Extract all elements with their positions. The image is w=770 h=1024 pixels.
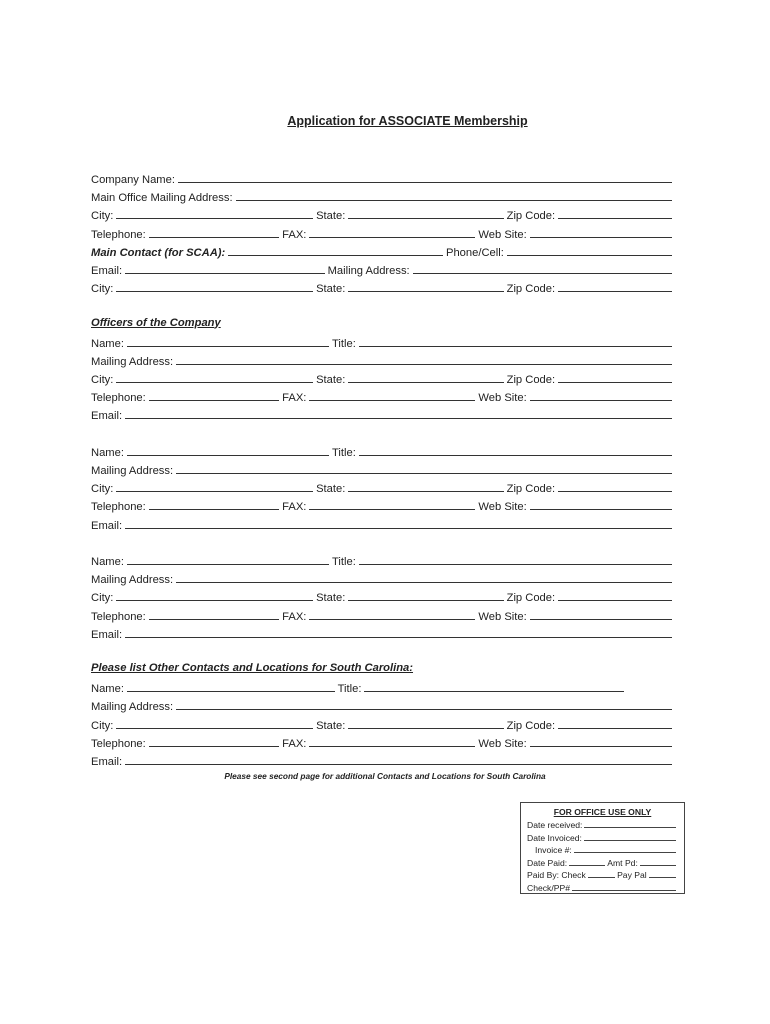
officer-name-row: [91, 335, 675, 353]
telephone-label: Telephone:: [91, 610, 146, 623]
invoice-label: Invoice #:: [535, 845, 572, 856]
paypal-label: Pay Pal: [617, 870, 647, 881]
zip-label: Zip Code:: [506, 719, 556, 732]
mailing-address-field[interactable]: [176, 698, 672, 710]
officer-email-row: [91, 407, 675, 425]
mailing-address-field[interactable]: [176, 353, 672, 365]
mailing-address-label: Mailing Address:: [91, 701, 174, 714]
website-field[interactable]: [530, 608, 672, 620]
other-name-row: [91, 680, 675, 698]
email-label: Email:: [91, 628, 123, 641]
website-field[interactable]: [530, 226, 672, 238]
officer-phone-row: [91, 608, 675, 626]
date-paid-row: [527, 857, 678, 870]
paid-by-check-field[interactable]: [588, 869, 615, 878]
email-field[interactable]: [125, 262, 324, 274]
zip-label: Zip Code:: [506, 592, 556, 605]
officer-name-row: [91, 553, 675, 571]
website-field[interactable]: [530, 389, 672, 401]
state-field[interactable]: [348, 480, 503, 492]
email-field[interactable]: [125, 626, 672, 638]
title-label: Title:: [332, 555, 356, 568]
title-label: Title:: [332, 337, 356, 350]
website-label: Web Site:: [478, 228, 527, 241]
telephone-field[interactable]: [149, 389, 279, 401]
city-field[interactable]: [116, 717, 313, 729]
city-field[interactable]: [116, 480, 313, 492]
other-email-row: [91, 753, 675, 771]
phone-cell-field[interactable]: [507, 244, 672, 256]
fax-label: FAX:: [282, 228, 307, 241]
city-label: City:: [91, 210, 114, 223]
fax-field[interactable]: [309, 735, 475, 747]
website-label: Web Site:: [478, 737, 527, 750]
phone-cell-label: Phone/Cell:: [445, 246, 504, 259]
website-label: Web Site:: [478, 610, 527, 623]
telephone-field[interactable]: [149, 735, 279, 747]
telephone-label: Telephone:: [91, 392, 146, 405]
city-label: City:: [91, 374, 114, 387]
zip-field[interactable]: [558, 717, 672, 729]
title-field[interactable]: [359, 444, 672, 456]
city-field[interactable]: [116, 207, 313, 219]
city-field[interactable]: [116, 589, 313, 601]
officer-email-row: [91, 626, 675, 644]
title-field[interactable]: [364, 680, 624, 692]
fax-label: FAX:: [282, 737, 307, 750]
city-label: City:: [91, 592, 114, 605]
date-invoiced-field[interactable]: [584, 832, 676, 841]
title-field[interactable]: [359, 553, 672, 565]
officers-heading-row: [91, 317, 675, 335]
email-field[interactable]: [125, 517, 672, 529]
state-label: State:: [316, 719, 346, 732]
city-field[interactable]: [116, 280, 313, 292]
website-field[interactable]: [530, 498, 672, 510]
city-label: City:: [91, 483, 114, 496]
main-office-row: [91, 189, 675, 207]
title-label: Title:: [337, 683, 362, 696]
invoice-field[interactable]: [574, 844, 676, 853]
zip-field[interactable]: [558, 480, 672, 492]
name-field[interactable]: [127, 335, 329, 347]
paid-by-check-label: Paid By: Check: [527, 870, 586, 881]
form-title: Application for ASSOCIATE Membership: [287, 114, 528, 128]
officer-mailing-row: [91, 353, 675, 371]
company-city-row: [91, 207, 675, 225]
mailing-address-field[interactable]: [413, 262, 672, 274]
website-label: Web Site:: [478, 392, 527, 405]
city-field[interactable]: [116, 371, 313, 383]
office-use-title: FOR OFFICE USE ONLY: [553, 807, 652, 817]
officers-heading: Officers of the Company: [91, 316, 221, 329]
application-form: [91, 171, 675, 771]
amt-pd-field[interactable]: [640, 857, 676, 866]
fax-field[interactable]: [309, 608, 475, 620]
officer-mailing-row: [91, 462, 675, 480]
officer-phone-row: [91, 498, 675, 516]
zip-label: Zip Code:: [506, 283, 556, 296]
main-office-label: Main Office Mailing Address:: [91, 192, 233, 205]
city-label: City:: [91, 283, 114, 296]
main-contact-label: Main Contact (for SCAA):: [91, 246, 226, 259]
telephone-field[interactable]: [149, 226, 279, 238]
other-contacts-heading: Please list Other Contacts and Locations for South Carolina:: [91, 662, 414, 675]
contact-city-row: [91, 280, 675, 298]
zip-field[interactable]: [558, 371, 672, 383]
name-field[interactable]: [127, 680, 335, 692]
zip-label: Zip Code:: [506, 374, 556, 387]
company-name-field[interactable]: [178, 171, 672, 183]
zip-field[interactable]: [558, 589, 672, 601]
telephone-label: Telephone:: [91, 737, 146, 750]
zip-label: Zip Code:: [506, 210, 556, 223]
telephone-field[interactable]: [149, 608, 279, 620]
email-field[interactable]: [125, 753, 672, 765]
date-paid-label: Date Paid:: [527, 857, 568, 868]
name-label: Name:: [91, 683, 124, 696]
email-label: Email:: [91, 756, 123, 768]
state-label: State:: [316, 210, 346, 223]
officer-city-row: [91, 371, 675, 389]
fax-label: FAX:: [282, 610, 307, 623]
name-field[interactable]: [127, 553, 329, 565]
contact-email-row: [91, 262, 675, 280]
zip-field[interactable]: [558, 207, 672, 219]
state-label: State:: [316, 283, 346, 296]
company-name-label: Company Name:: [91, 174, 175, 186]
state-label: State:: [316, 483, 346, 496]
telephone-field[interactable]: [149, 498, 279, 510]
email-label: Email:: [91, 264, 123, 277]
date-invoiced-label: Date Invoiced:: [527, 832, 582, 843]
email-label: Email:: [91, 410, 123, 423]
name-label: Name:: [91, 555, 124, 568]
state-field[interactable]: [348, 207, 503, 219]
officer-mailing-row: [91, 571, 675, 589]
website-field[interactable]: [530, 735, 672, 747]
mailing-address-label: Mailing Address:: [91, 355, 174, 368]
paid-by-row: [527, 869, 678, 882]
office-use-box: [520, 802, 685, 894]
additional-contacts-note: Please see second page for additional Contacts and Locations for South Carolina: [224, 771, 546, 781]
main-office-field[interactable]: [236, 189, 672, 201]
date-received-label: Date received:: [527, 820, 583, 830]
title-field[interactable]: [359, 335, 672, 347]
telephone-label: Telephone:: [91, 228, 146, 241]
fax-label: FAX:: [282, 392, 307, 405]
date-paid-field[interactable]: [569, 857, 605, 866]
zip-field[interactable]: [558, 280, 672, 292]
zip-label: Zip Code:: [506, 483, 556, 496]
date-received-row: [527, 819, 678, 832]
date-invoiced-row: [527, 832, 678, 845]
main-contact-row: [91, 244, 675, 262]
state-field[interactable]: [348, 717, 503, 729]
telephone-label: Telephone:: [91, 501, 146, 514]
company-name-row: [91, 171, 675, 189]
invoice-row: [527, 844, 678, 857]
fax-field[interactable]: [309, 389, 475, 401]
city-label: City:: [91, 719, 114, 732]
fax-field[interactable]: [309, 226, 475, 238]
state-field[interactable]: [348, 589, 503, 601]
officer-name-row: [91, 444, 675, 462]
officer-city-row: [91, 589, 675, 607]
state-label: State:: [316, 592, 346, 605]
state-field[interactable]: [348, 280, 503, 292]
main-contact-field[interactable]: [228, 244, 443, 256]
mailing-address-field[interactable]: [176, 571, 672, 583]
fax-field[interactable]: [309, 498, 475, 510]
website-label: Web Site:: [478, 501, 527, 514]
other-mailing-row: [91, 698, 675, 716]
amt-pd-label: Amt Pd:: [607, 857, 638, 868]
date-received-field[interactable]: [584, 819, 676, 828]
officer-city-row: [91, 480, 675, 498]
state-label: State:: [316, 374, 346, 387]
check-pp-field[interactable]: [572, 882, 676, 891]
check-pp-row: [527, 882, 678, 895]
title-label: Title:: [332, 446, 356, 459]
other-contacts-heading-row: [91, 662, 675, 680]
fax-label: FAX:: [282, 501, 307, 514]
email-label: Email:: [91, 519, 123, 532]
paypal-field[interactable]: [649, 869, 676, 878]
mailing-address-label: Mailing Address:: [327, 264, 410, 277]
email-field[interactable]: [125, 407, 672, 419]
mailing-address-label: Mailing Address:: [91, 465, 174, 477]
check-pp-label: Check/PP#: [527, 882, 570, 893]
officer-email-row: [91, 517, 675, 535]
company-phone-row: [91, 226, 675, 244]
mailing-address-field[interactable]: [176, 462, 672, 474]
other-city-row: [91, 717, 675, 735]
mailing-address-label: Mailing Address:: [91, 574, 174, 587]
name-label: Name:: [91, 337, 124, 350]
officer-phone-row: [91, 389, 675, 407]
name-label: Name:: [91, 446, 124, 459]
state-field[interactable]: [348, 371, 503, 383]
other-phone-row: [91, 735, 675, 753]
name-field[interactable]: [127, 444, 329, 456]
